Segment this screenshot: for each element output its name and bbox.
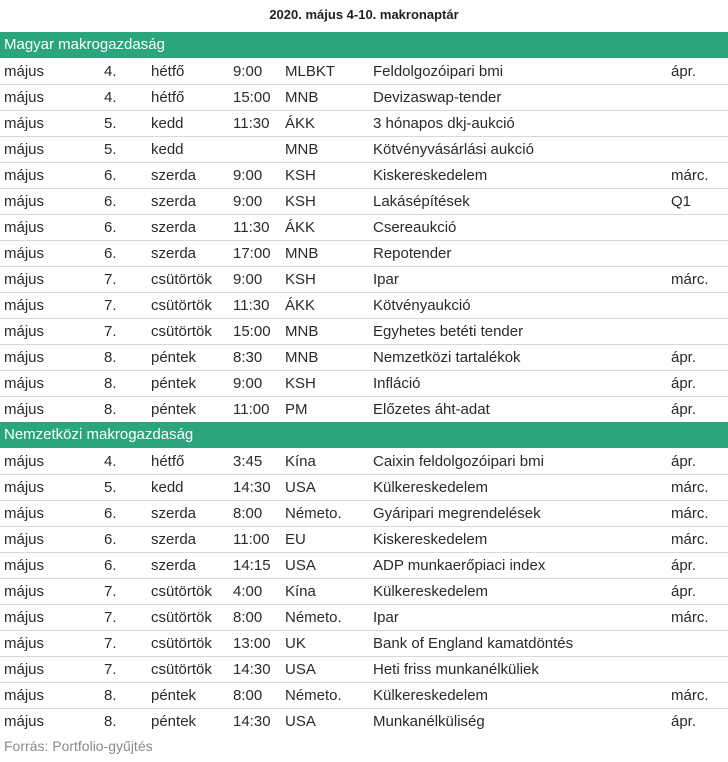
event-cell: Külkereskedelem xyxy=(373,583,489,600)
event-cell: Előzetes áht-adat xyxy=(373,401,490,418)
period-cell: márc. xyxy=(671,479,709,496)
event-cell: Külkereskedelem xyxy=(373,479,489,496)
time-cell: 9:00 xyxy=(233,375,263,392)
day-cell: 7. xyxy=(104,297,117,314)
month-cell: május xyxy=(4,661,45,678)
time-cell: 14:30 xyxy=(233,661,271,678)
month-cell: május xyxy=(4,635,45,652)
time-cell: 11:00 xyxy=(233,401,270,418)
month-cell: május xyxy=(4,141,45,158)
time-cell: 9:00 xyxy=(233,167,263,184)
day-cell: 5. xyxy=(104,479,117,496)
table-row xyxy=(0,241,728,267)
month-cell: május xyxy=(4,193,45,210)
source-cell: MNB xyxy=(285,89,319,106)
calendar-table xyxy=(0,59,728,422)
source-cell: USA xyxy=(285,713,316,730)
month-cell: május xyxy=(4,401,45,418)
day-cell: 8. xyxy=(104,375,117,392)
source-cell: USA xyxy=(285,557,316,574)
time-cell: 3:45 xyxy=(233,453,263,470)
table-row xyxy=(0,215,728,241)
period-cell: márc. xyxy=(671,531,709,548)
period-cell: márc. xyxy=(671,271,709,288)
source-cell: EU xyxy=(285,531,306,548)
table-row xyxy=(0,631,728,657)
time-cell: 8:00 xyxy=(233,609,263,626)
time-cell: 11:30 xyxy=(233,219,270,236)
event-cell: Devizaswap-tender xyxy=(373,89,502,106)
month-cell: május xyxy=(4,115,45,132)
day-cell: 7. xyxy=(104,271,117,288)
source-note: Forrás: Portfolio-gyűjtés xyxy=(4,738,153,754)
source-cell: USA xyxy=(285,479,316,496)
period-cell: ápr. xyxy=(671,401,697,418)
month-cell: május xyxy=(4,63,45,80)
day-cell: 8. xyxy=(104,401,117,418)
source-cell: MNB xyxy=(285,349,319,366)
event-cell: ADP munkaerőpiaci index xyxy=(373,557,546,574)
time-cell: 15:00 xyxy=(233,323,271,340)
day-cell: 6. xyxy=(104,505,117,522)
table-row xyxy=(0,59,728,85)
event-cell: Kötvényaukció xyxy=(373,297,471,314)
time-cell: 8:00 xyxy=(233,505,263,522)
table-row xyxy=(0,501,728,527)
day-cell: 6. xyxy=(104,167,117,184)
event-cell: Egyhetes betéti tender xyxy=(373,323,524,340)
time-cell: 17:00 xyxy=(233,245,271,262)
table-row xyxy=(0,449,728,475)
month-cell: május xyxy=(4,453,45,470)
month-cell: május xyxy=(4,609,45,626)
weekday-cell: hétfő xyxy=(151,63,185,80)
month-cell: május xyxy=(4,505,45,522)
weekday-cell: csütörtök xyxy=(151,609,212,626)
weekday-cell: szerda xyxy=(151,167,197,184)
time-cell: 9:00 xyxy=(233,63,263,80)
event-cell: Ipar xyxy=(373,271,399,288)
period-cell: ápr. xyxy=(671,453,697,470)
table-row xyxy=(0,475,728,501)
table-row xyxy=(0,163,728,189)
month-cell: május xyxy=(4,167,45,184)
month-cell: május xyxy=(4,479,45,496)
time-cell: 8:00 xyxy=(233,687,263,704)
month-cell: május xyxy=(4,219,45,236)
day-cell: 7. xyxy=(104,635,117,652)
month-cell: május xyxy=(4,297,45,314)
source-cell: Németo. xyxy=(285,687,342,704)
source-cell: ÁKK xyxy=(285,219,316,236)
day-cell: 6. xyxy=(104,245,117,262)
weekday-cell: csütörtök xyxy=(151,323,212,340)
month-cell: május xyxy=(4,323,45,340)
weekday-cell: szerda xyxy=(151,219,197,236)
source-cell: KSH xyxy=(285,375,316,392)
table-row xyxy=(0,345,728,371)
weekday-cell: kedd xyxy=(151,115,184,132)
weekday-cell: kedd xyxy=(151,141,184,158)
table-row xyxy=(0,319,728,345)
weekday-cell: kedd xyxy=(151,479,184,496)
source-cell: Kína xyxy=(285,583,316,600)
day-cell: 4. xyxy=(104,89,117,106)
day-cell: 8. xyxy=(104,713,117,730)
table-row xyxy=(0,605,728,631)
period-cell: márc. xyxy=(671,609,709,626)
source-cell: KSH xyxy=(285,167,316,184)
weekday-cell: péntek xyxy=(151,713,197,730)
weekday-cell: péntek xyxy=(151,687,197,704)
day-cell: 6. xyxy=(104,531,117,548)
day-cell: 6. xyxy=(104,557,117,574)
weekday-cell: szerda xyxy=(151,557,197,574)
day-cell: 7. xyxy=(104,609,117,626)
day-cell: 4. xyxy=(104,63,117,80)
source-cell: MNB xyxy=(285,141,319,158)
weekday-cell: csütörtök xyxy=(151,297,212,314)
table-row xyxy=(0,683,728,709)
time-cell: 14:30 xyxy=(233,479,271,496)
table-row xyxy=(0,657,728,683)
event-cell: Feldolgozóipari bmi xyxy=(373,63,504,80)
time-cell: 11:30 xyxy=(233,115,270,132)
event-cell: Nemzetközi tartalékok xyxy=(373,349,521,366)
period-cell: Q1 xyxy=(671,193,692,210)
day-cell: 7. xyxy=(104,323,117,340)
month-cell: május xyxy=(4,375,45,392)
time-cell: 9:00 xyxy=(233,271,263,288)
day-cell: 7. xyxy=(104,583,117,600)
event-cell: Infláció xyxy=(373,375,421,392)
month-cell: május xyxy=(4,349,45,366)
section-header: Magyar makrogazdaság xyxy=(0,32,728,59)
weekday-cell: hétfő xyxy=(151,89,185,106)
period-cell: ápr. xyxy=(671,583,697,600)
table-row xyxy=(0,397,728,422)
source-cell: ÁKK xyxy=(285,115,316,132)
section-header: Nemzetközi makrogazdaság xyxy=(0,422,728,449)
weekday-cell: péntek xyxy=(151,375,197,392)
source-cell: ÁKK xyxy=(285,297,316,314)
event-cell: Munkanélküliség xyxy=(373,713,485,730)
weekday-cell: szerda xyxy=(151,505,197,522)
source-cell: UK xyxy=(285,635,306,652)
period-cell: ápr. xyxy=(671,349,697,366)
weekday-cell: szerda xyxy=(151,531,197,548)
event-cell: Kiskereskedelem xyxy=(373,167,488,184)
table-row xyxy=(0,189,728,215)
period-cell: márc. xyxy=(671,167,709,184)
event-cell: Lakásépítések xyxy=(373,193,470,210)
weekday-cell: csütörtök xyxy=(151,635,212,652)
day-cell: 6. xyxy=(104,193,117,210)
event-cell: Repotender xyxy=(373,245,452,262)
calendar-table xyxy=(0,449,728,734)
event-cell: Kötvényvásárlási aukció xyxy=(373,141,534,158)
source-cell: KSH xyxy=(285,271,316,288)
time-cell: 14:15 xyxy=(233,557,271,574)
weekday-cell: péntek xyxy=(151,349,197,366)
period-cell: ápr. xyxy=(671,375,697,392)
table-row xyxy=(0,137,728,163)
table-row xyxy=(0,111,728,137)
weekday-cell: szerda xyxy=(151,245,197,262)
month-cell: május xyxy=(4,245,45,262)
weekday-cell: csütörtök xyxy=(151,661,212,678)
calendar-sections xyxy=(0,32,728,734)
day-cell: 8. xyxy=(104,349,117,366)
source-cell: PM xyxy=(285,401,308,418)
weekday-cell: szerda xyxy=(151,193,197,210)
month-cell: május xyxy=(4,583,45,600)
table-row xyxy=(0,709,728,734)
period-cell: márc. xyxy=(671,505,709,522)
day-cell: 5. xyxy=(104,141,117,158)
event-cell: Heti friss munkanélküliek xyxy=(373,661,539,678)
period-cell: ápr. xyxy=(671,713,697,730)
day-cell: 5. xyxy=(104,115,117,132)
period-cell: márc. xyxy=(671,687,709,704)
weekday-cell: csütörtök xyxy=(151,583,212,600)
day-cell: 4. xyxy=(104,453,117,470)
month-cell: május xyxy=(4,557,45,574)
event-cell: Caixin feldolgozóipari bmi xyxy=(373,453,544,470)
weekday-cell: péntek xyxy=(151,401,197,418)
weekday-cell: csütörtök xyxy=(151,271,212,288)
table-row xyxy=(0,371,728,397)
page-title: 2020. május 4-10. makronaptár xyxy=(269,7,459,22)
source-cell: USA xyxy=(285,661,316,678)
table-row xyxy=(0,293,728,319)
source-cell: Németo. xyxy=(285,505,342,522)
event-cell: Gyáripari megrendelések xyxy=(373,505,541,522)
time-cell: 4:00 xyxy=(233,583,263,600)
time-cell: 15:00 xyxy=(233,89,271,106)
time-cell: 8:30 xyxy=(233,349,263,366)
source-cell: MLBKT xyxy=(285,63,336,80)
day-cell: 8. xyxy=(104,687,117,704)
table-row xyxy=(0,553,728,579)
day-cell: 7. xyxy=(104,661,117,678)
table-row xyxy=(0,267,728,293)
source-cell: MNB xyxy=(285,323,319,340)
time-cell: 11:00 xyxy=(233,531,270,548)
month-cell: május xyxy=(4,271,45,288)
day-cell: 6. xyxy=(104,219,117,236)
event-cell: Bank of England kamatdöntés xyxy=(373,635,574,652)
time-cell: 11:30 xyxy=(233,297,270,314)
period-cell: ápr. xyxy=(671,557,697,574)
event-cell: Kiskereskedelem xyxy=(373,531,488,548)
event-cell: Ipar xyxy=(373,609,399,626)
table-row xyxy=(0,85,728,111)
month-cell: május xyxy=(4,531,45,548)
table-row xyxy=(0,579,728,605)
weekday-cell: hétfő xyxy=(151,453,185,470)
month-cell: május xyxy=(4,713,45,730)
time-cell: 14:30 xyxy=(233,713,271,730)
source-cell: MNB xyxy=(285,245,319,262)
table-row xyxy=(0,527,728,553)
source-cell: Németo. xyxy=(285,609,342,626)
time-cell: 9:00 xyxy=(233,193,263,210)
event-cell: Külkereskedelem xyxy=(373,687,489,704)
time-cell: 13:00 xyxy=(233,635,271,652)
event-cell: Csereaukció xyxy=(373,219,457,236)
event-cell: 3 hónapos dkj-aukció xyxy=(373,115,515,132)
month-cell: május xyxy=(4,89,45,106)
month-cell: május xyxy=(4,687,45,704)
source-cell: KSH xyxy=(285,193,316,210)
source-cell: Kína xyxy=(285,453,316,470)
period-cell: ápr. xyxy=(671,63,697,80)
